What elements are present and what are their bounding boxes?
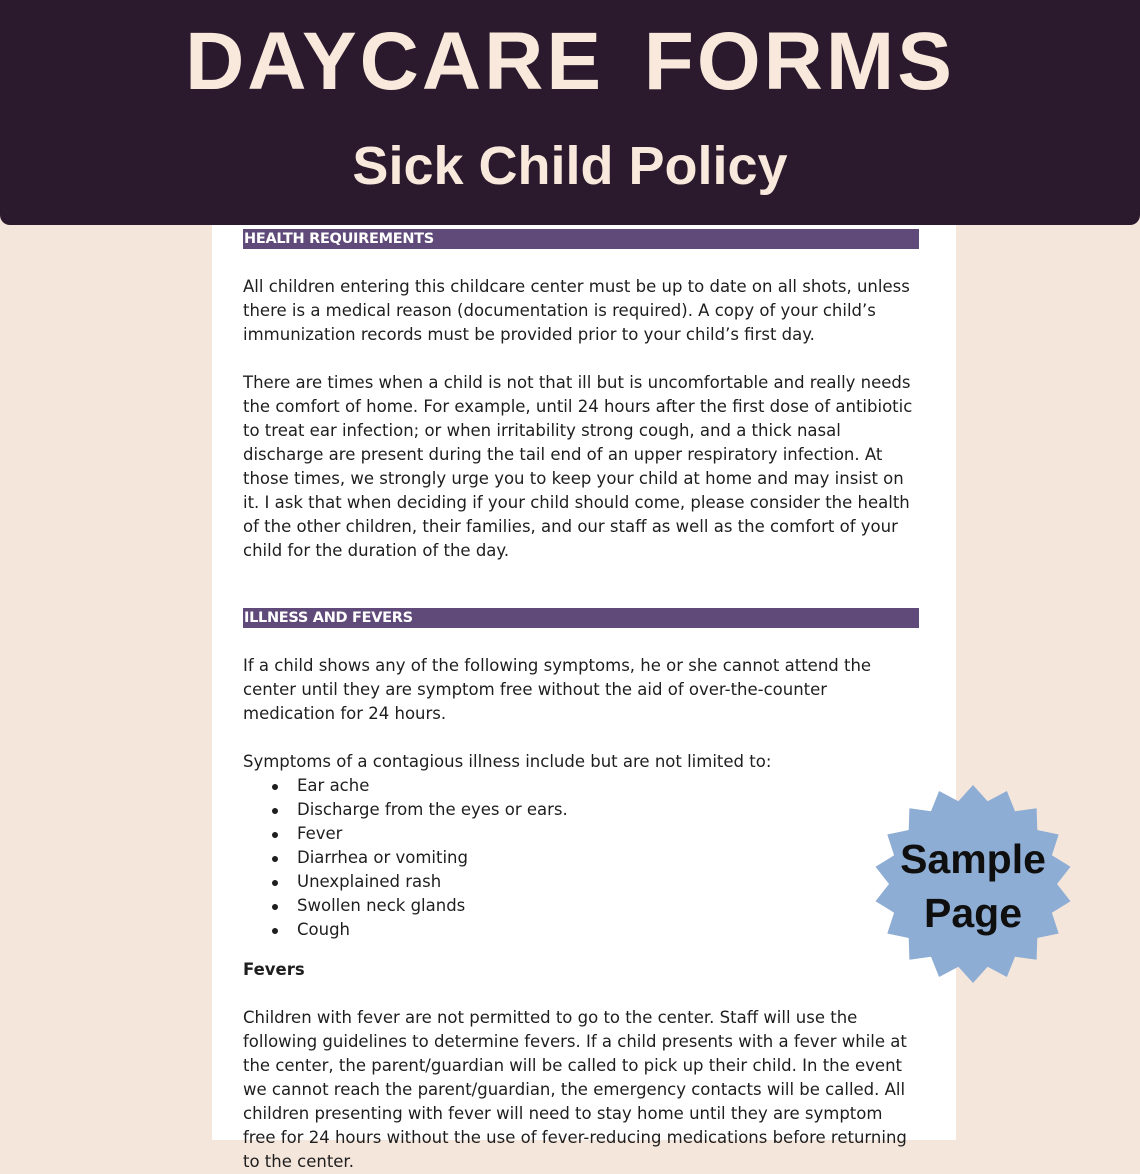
bullet-icon [272, 880, 278, 886]
list-item [243, 894, 919, 918]
bullet-icon [272, 904, 278, 910]
document-page [212, 200, 956, 1171]
section-header-illness: ILLNESS AND FEVERS [243, 608, 919, 628]
symptom-text: Fever [297, 824, 343, 843]
badge-text [873, 832, 1073, 940]
list-item [243, 774, 919, 798]
health-paragraph-2: There are times when a child is not that ill but is uncomfortable and really needs the comfort of home. For example, until 24 hours after the first dose of antibiotic to treat ear infection; or when irritability strong cough, and a thick nasal discharge are present during the tail end of an upper respiratory infection. At those times, we strongly urge you to keep your child at home and may insist on it. I ask that when deciding if your child should come, please consider the health of the other children, their families, and our staff as well as the comfort of your child for the duration of the day. [243, 373, 913, 560]
list-item [243, 822, 919, 846]
illness-intro: If a child shows any of the following symptoms, he or she cannot attend the center until they are symptom free without the aid of over-the-counter medication for 24 hours. [243, 656, 872, 723]
list-item [243, 798, 919, 822]
banner-title: DAYCARE FORMS [185, 16, 955, 107]
banner-subtitle: Sick Child Policy [352, 136, 788, 196]
symptom-text: Swollen neck glands [297, 896, 466, 915]
list-item [243, 918, 919, 942]
bullet-icon [272, 856, 278, 862]
fevers-heading: Fevers [243, 960, 305, 979]
symptoms-intro: Symptoms of a contagious illness include but are not limited to: [243, 752, 772, 771]
bullet-icon [272, 784, 278, 790]
symptom-text: Discharge from the eyes or ears. [297, 800, 568, 819]
symptoms-list [243, 774, 919, 942]
list-item [243, 870, 919, 894]
symptom-text: Unexplained rash [297, 872, 442, 891]
symptom-text: Diarrhea or vomiting [297, 848, 468, 867]
sample-page-badge [873, 784, 1073, 984]
health-paragraph-1: All children entering this childcare center must be up to date on all shots, unless there is a medical reason (documentation is required). A copy of your child’s immunization records must be provided prior to your child’s first day. [243, 277, 910, 344]
bullet-icon [272, 832, 278, 838]
bullet-icon [272, 808, 278, 814]
symptom-text: Cough [297, 920, 351, 939]
badge-line-1: Sample [900, 836, 1046, 882]
fevers-paragraph: Children with fever are not permitted to go to the center. Staff will use the following guidelines to determine fevers. If a child presents with a fever while at the center, the parent/guardian will be called to pick up their child. In the event we cannot reach the parent/guardian, the emergency contacts will be called. All children presenting with fever will need to stay home until they are symptom free for 24 hours without the use of fever-reducing medications before returning to the center. [243, 1008, 907, 1171]
bullet-icon [272, 928, 278, 934]
section-header-health: HEALTH REQUIREMENTS [243, 229, 919, 249]
title-banner [0, 0, 1140, 225]
badge-line-2: Page [924, 890, 1022, 936]
list-item [243, 846, 919, 870]
document-content [243, 229, 919, 1174]
symptom-text: Ear ache [297, 776, 370, 795]
